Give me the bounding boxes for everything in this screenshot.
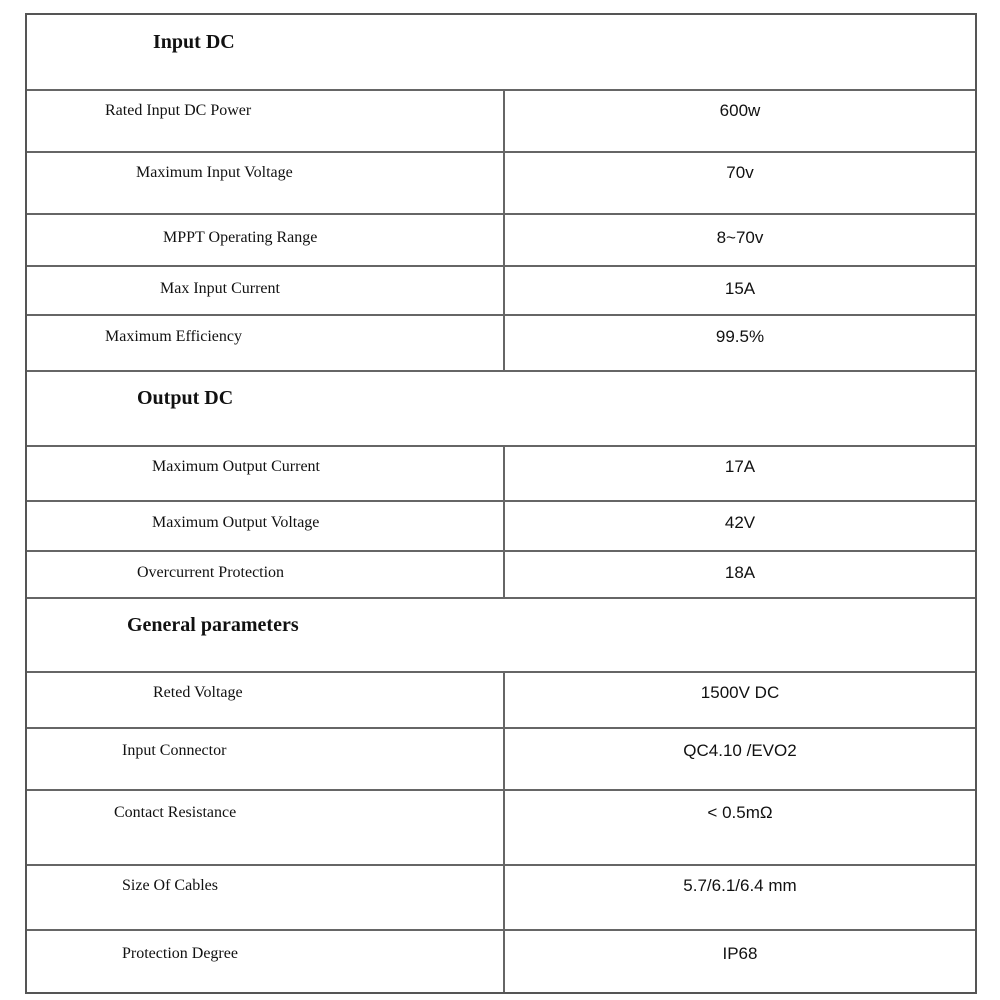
section-header-general-parameters <box>27 599 975 673</box>
section-title: Input DC <box>153 30 235 53</box>
row-label: Maximum Input Voltage <box>136 164 293 181</box>
section-title: Output DC <box>137 387 234 409</box>
row-label: Rated Input DC Power <box>105 102 252 119</box>
table-row <box>27 316 975 372</box>
row-value: 8~70v <box>716 228 764 247</box>
table-row <box>27 91 975 153</box>
table-row <box>27 729 975 791</box>
row-value: 1500V DC <box>700 683 780 702</box>
row-label: Reted Voltage <box>153 684 243 701</box>
row-value: 99.5% <box>715 327 765 346</box>
table-row <box>27 447 975 502</box>
row-label: Maximum Efficiency <box>105 328 242 345</box>
section-header-input-dc <box>27 15 975 91</box>
table-row <box>27 931 975 992</box>
row-label: Maximum Output Voltage <box>152 514 320 531</box>
row-label: Input Connector <box>122 742 227 759</box>
row-label: Max Input Current <box>160 279 280 297</box>
row-label: Size Of Cables <box>122 876 218 894</box>
section-title: General parameters <box>127 613 299 636</box>
table-row <box>27 153 975 215</box>
row-value: 18A <box>724 562 756 582</box>
table-row <box>27 866 975 931</box>
row-label: Contact Resistance <box>114 803 237 821</box>
table-row <box>27 502 975 552</box>
row-value: 5.7/6.1/6.4 mm <box>683 875 797 895</box>
row-label: Protection Degree <box>122 944 238 962</box>
row-value: 42V <box>724 513 756 532</box>
row-value: < 0.5mΩ <box>707 802 773 822</box>
row-label: MPPT Operating Range <box>163 229 318 246</box>
row-value: 15A <box>724 278 756 298</box>
row-label: Maximum Output Current <box>152 457 320 475</box>
row-value: 600w <box>719 101 761 120</box>
row-value: QC4.10 /EVO2 <box>683 741 797 760</box>
table-row <box>27 552 975 599</box>
table-row <box>27 791 975 866</box>
row-value: 17A <box>724 456 756 476</box>
spec-table <box>25 13 977 994</box>
table-row <box>27 267 975 316</box>
row-value: 70v <box>726 163 754 182</box>
row-value: IP68 <box>722 943 758 963</box>
table-row <box>27 673 975 729</box>
row-label: Overcurrent Protection <box>137 563 285 581</box>
section-header-output-dc <box>27 372 975 447</box>
table-row <box>27 215 975 267</box>
